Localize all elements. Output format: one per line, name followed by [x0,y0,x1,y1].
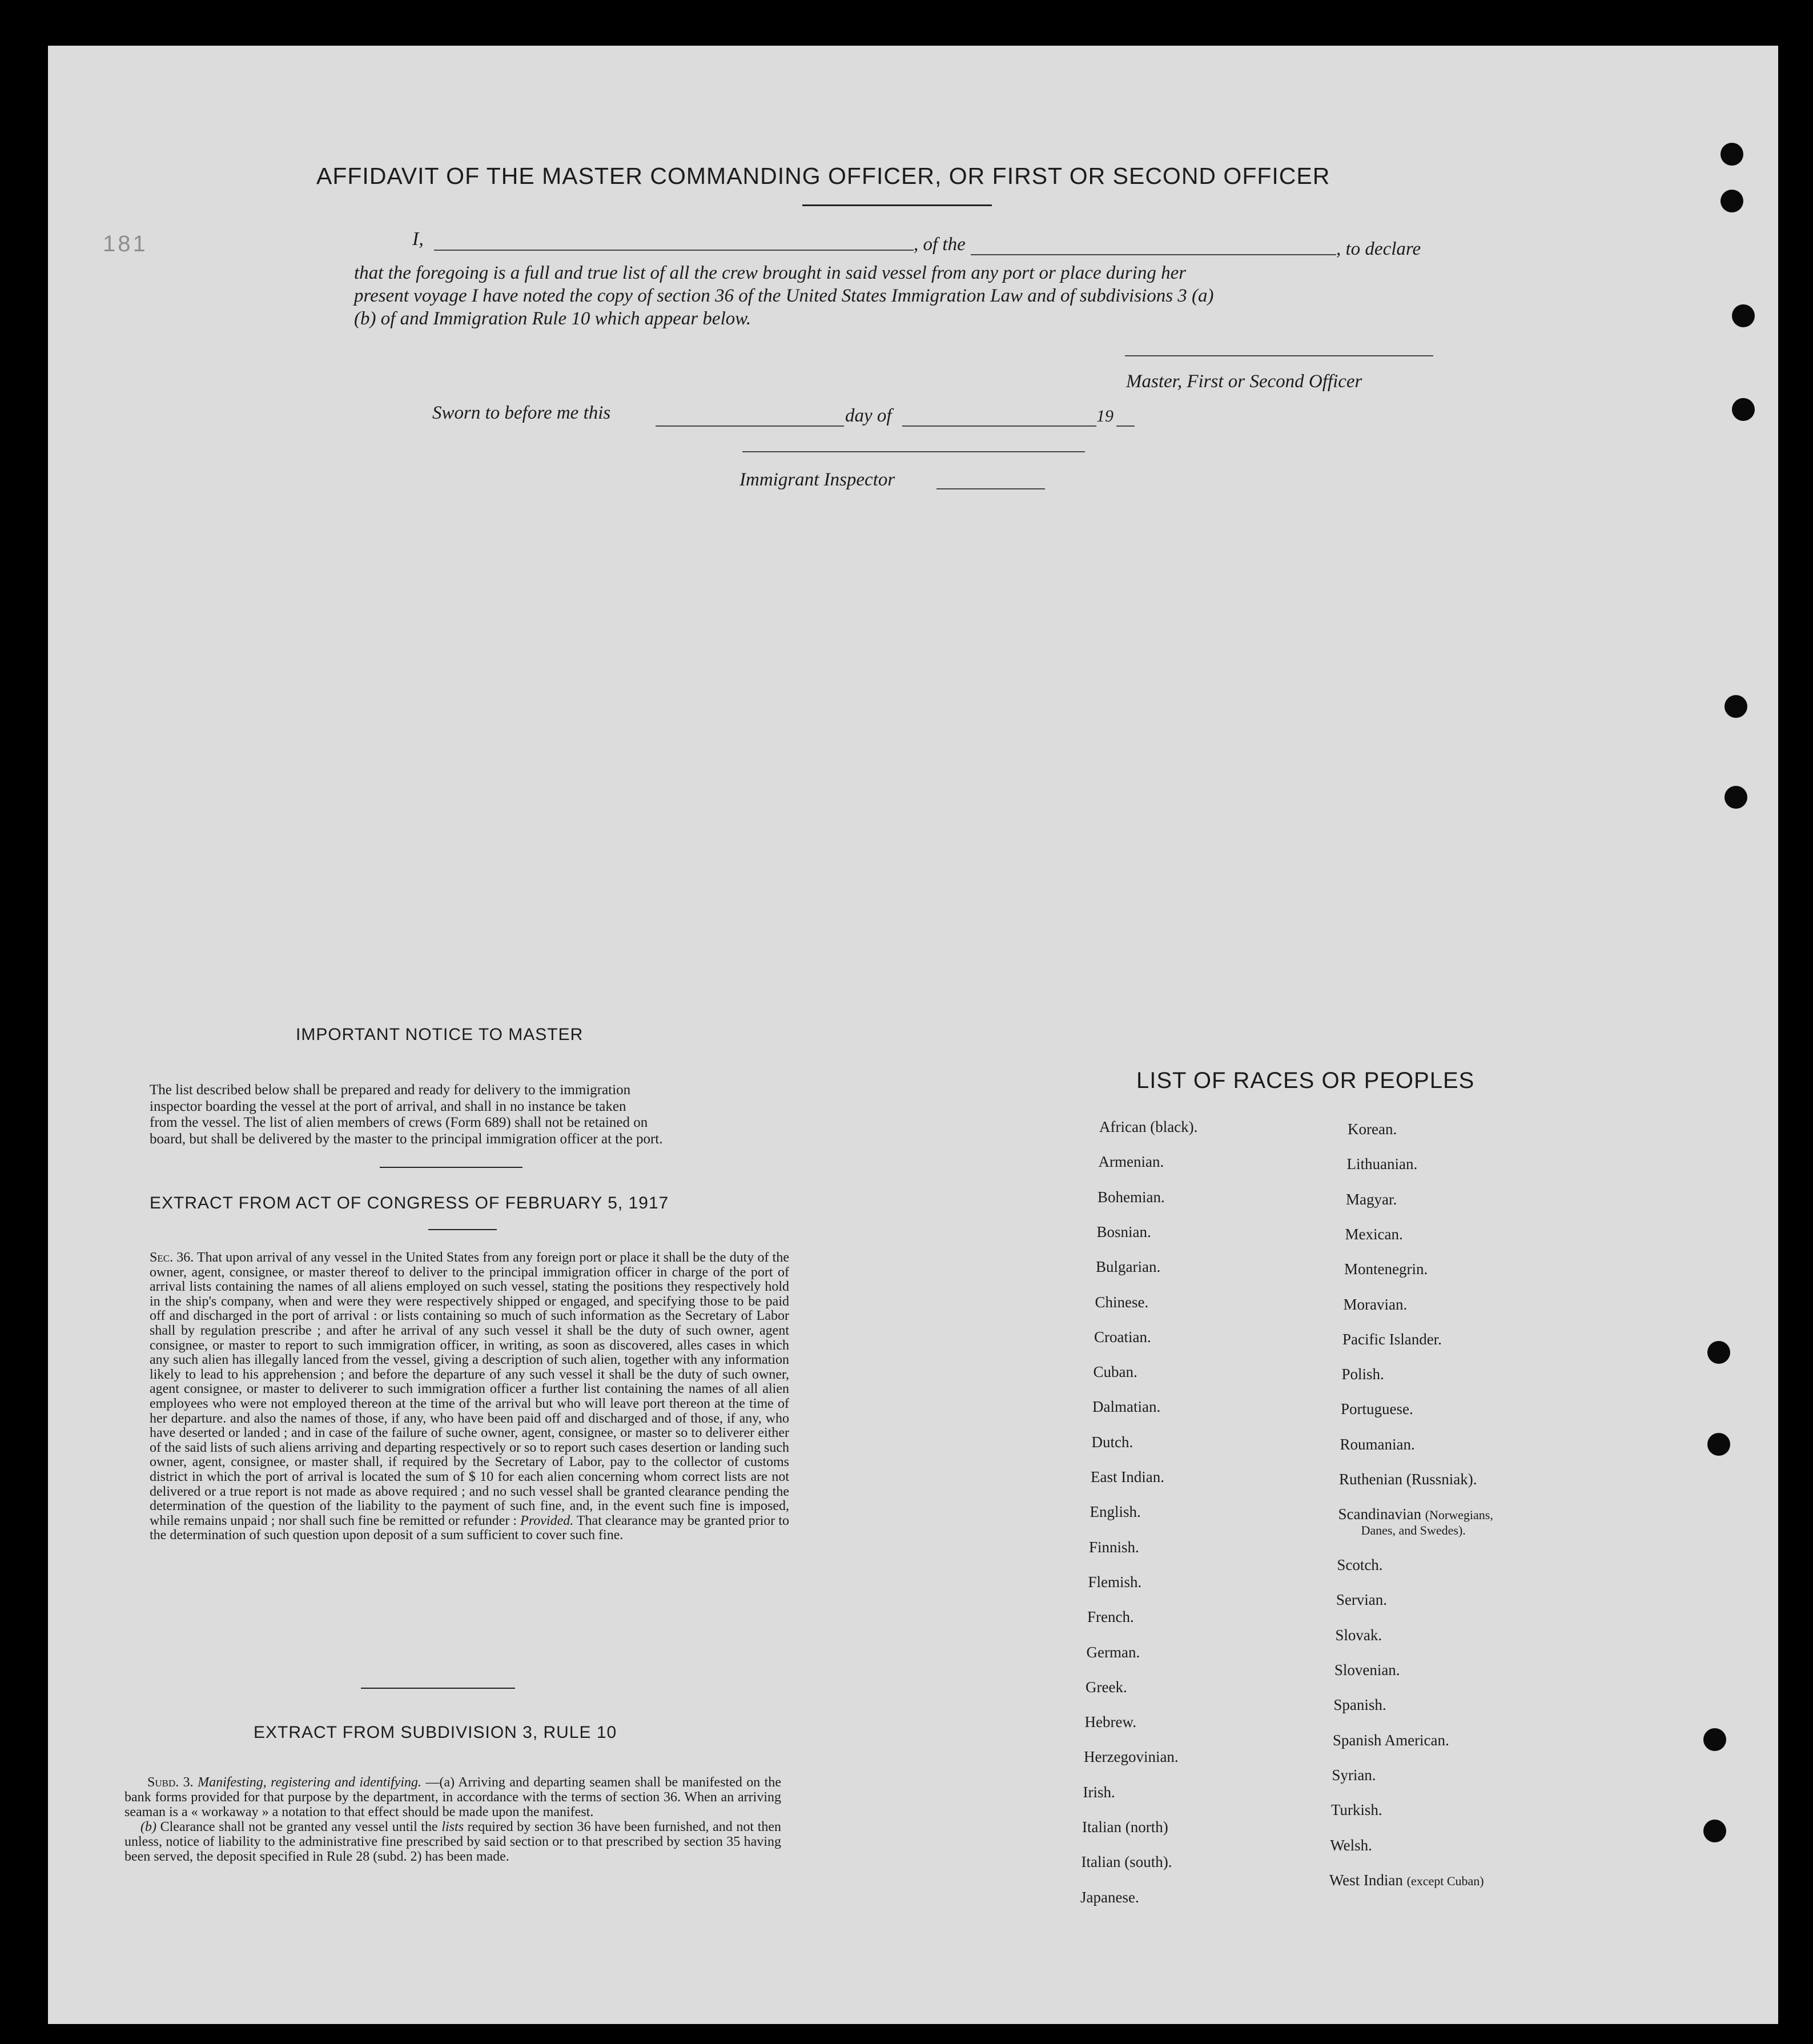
races-title: LIST OF RACES OR PEOPLES [1136,1068,1475,1093]
page-tag: 181 [103,231,148,256]
punch-hole [1732,398,1755,421]
race-item: Chinese. [1095,1293,1149,1311]
race-item: Dalmatian. [1092,1398,1161,1416]
punch-hole [1720,190,1743,212]
punch-hole [1707,1433,1730,1456]
month-blank [902,425,1096,427]
punch-hole [1703,1728,1726,1751]
race-item: West Indian (except Cuban) [1329,1871,1484,1889]
race-item: Slovenian. [1334,1661,1400,1679]
race-item: Italian (north) [1082,1818,1168,1836]
race-item: English. [1090,1503,1141,1521]
notice-text [150,1082,789,1147]
rule10-text [124,1775,781,1864]
notice-divider [380,1167,522,1168]
rule10-title: EXTRACT FROM SUBDIVISION 3, RULE 10 [254,1723,617,1742]
b-label: (b) [140,1820,156,1834]
race-item: African (black). [1099,1118,1198,1135]
year-label: 19 [1096,407,1113,425]
race-item: Syrian. [1332,1766,1376,1784]
race-item: Welsh. [1330,1836,1372,1854]
race-item: Portuguese. [1341,1400,1413,1418]
race-item: Greek. [1086,1678,1127,1696]
race-item: German. [1086,1643,1140,1661]
sec-label: Sec. 36. [150,1250,194,1265]
subd-text-b1: Clearance shall not be granted any vessel until the [160,1820,438,1834]
subd-text-a: —(a) Arriving and departing seamen shall be manifested on the bank forms provided for that purpose by the department, in accordance with the terms of section 36. When an arriving seaman is a « workaway » a notation to that effect should be made upon the manifest. [124,1775,782,1820]
race-item: Moravian. [1343,1295,1408,1313]
punch-hole [1707,1341,1730,1364]
race-item: Spanish. [1333,1696,1386,1714]
race-item: Montenegrin. [1344,1260,1428,1278]
race-item: Armenian. [1098,1153,1164,1171]
subd-text-b2: required by section 36 have been furnished, and not then unless, notice of liability to the administrative fine prescribed by said section or to that prescribed by section 35 having been served, the deposit specified in Rule 28 (subd. 2) has been made. [124,1820,782,1864]
signature-label: Master, First or Second Officer [1126,371,1362,392]
race-item: Slovak. [1335,1626,1382,1644]
race-item: Herzegovinian. [1084,1748,1179,1766]
inspector-label: Immigrant Inspector [739,469,895,490]
inspector-line [742,451,1085,452]
of-the-label: , of the [914,234,966,255]
race-item: Servian. [1336,1591,1388,1609]
title-underline [802,204,992,206]
notice-line: The list described below shall be prepared and ready for delivery to the immigration [150,1082,631,1098]
race-item: Croatian. [1094,1328,1151,1346]
sec-text: That upon arrival of any vessel in the United States from any foreign port or place it shall be the duty of the owner, agent, consignee, or master thereof to deliver to the principal immigration officer in charge of the port of arrival lists containing the names of all aliens employed on such vessel, stating the positions they respectively hold in the ship's company, when and were they were respectively shipped or engaged, and specifying those to be paid off and discharged in the port of arrival : or lists containing so much of such information as the Secretary of Labor shall by regulation prescribe ; and after he arrival of any such vessel it shall be the duty of such owner, agent consignee, or master to report to such immigration officer, in writing, as soon as discovered, alles cases in which any such alien has illegally lanced from the vessel, giving a description of such alien, together with any information likely to lead to his apprehension ; and before the departure of any such vessel it shall be the duty of such owner, agent consignee, or master to deliverer to such immigration officer a further list containing the names of all alien employees who were not employed thereon at the time of the arrival but who will leave port thereon at the time of her departure. and also the names of those, if any, who have been paid off and discharged and of those, if any, who have deserted or landed ; and in case of the failure of suche owner, agent, consignee, or master so to deliverer either of the said lists of such aliens arriving and departing respectively or so to report such cases desertion or landing such owner, agent, consignee, or master shall, if required by the Secretary of Labor, pay to the collector of customs district in which the port of arrival is located the sum of $ 10 for each alien concerning whom correct lists are not delivered or a true report is not made as above required ; and no such vessel shall be granted clearance pending the determination of the question of the liability to the payment of such fine, and, in the event such fine is imposed, while remains unpaid ; nor shall such fine be remitted or refunder : [150,1250,789,1528]
i-label: I, [412,228,424,250]
affidavit-line: that the foregoing is a full and true list of all the crew brought in said vessel from any port or place during her [354,263,1187,283]
notice-line: board, but shall be delivered by the master to the principal immigration officer at the port. [150,1131,663,1147]
race-item: Dutch. [1091,1433,1133,1451]
day-blank [656,425,844,427]
act-underline [428,1229,497,1230]
race-item: Bohemian. [1098,1188,1165,1206]
punch-hole [1732,304,1755,327]
race-item: Turkish. [1330,1801,1382,1819]
to-declare-label: , to declare [1336,239,1421,259]
race-item: Italian (south). [1081,1853,1172,1871]
affidavit-line: present voyage I have noted the copy of section 36 of the United States Immigration Law and of subdivisions 3 (a) [354,286,1214,306]
punch-hole [1724,695,1747,718]
affidavit-text [354,262,1439,330]
race-item: Hebrew. [1084,1713,1136,1731]
notice-line: inspector boarding the vessel at the port of arrival, and shall in no instance be taken [150,1098,626,1114]
race-item: French. [1087,1608,1134,1626]
race-item: Roumanian. [1340,1435,1415,1453]
race-item: Korean. [1348,1121,1397,1138]
act-title: EXTRACT FROM ACT OF CONGRESS OF FEBRUARY 5, 1917 [150,1194,669,1212]
subd-label: Subd. 3. [147,1775,194,1790]
punch-hole [1724,786,1747,809]
affidavit-line: (b) of and Immigration Rule 10 which appear below. [354,308,751,329]
subd-heading: Manifesting, registering and identifying. [198,1775,422,1790]
inspector-blank [936,488,1045,489]
race-item: Bulgarian. [1096,1258,1161,1276]
day-of-label: day of [845,405,892,426]
name-blank [434,250,914,251]
sec-text-end: That clearance may be granted prior to the determination of such question upon deposit of a sum sufficient to cover such fine. [150,1513,790,1543]
provided-label: Provided. [520,1513,574,1528]
race-item: Mexican. [1345,1225,1403,1243]
affidavit-title: AFFIDAVIT OF THE MASTER COMMANDING OFFICER, OR FIRST OR SECOND OFFICER [316,163,1330,189]
race-item: Scotch. [1337,1556,1383,1574]
race-item: Cuban. [1093,1363,1137,1381]
race-item: Lithuanian. [1346,1155,1418,1173]
vessel-blank [971,254,1336,255]
race-item: Japanese. [1080,1888,1139,1906]
year-blank [1116,425,1135,427]
race-item: East Indian. [1091,1468,1164,1485]
race-item: Bosnian. [1096,1223,1151,1240]
notice-title: IMPORTANT NOTICE TO MASTER [296,1025,584,1044]
race-item: Finnish. [1089,1538,1139,1556]
race-item: Pacific Islander. [1342,1330,1442,1348]
race-item: Polish. [1341,1366,1384,1383]
race-item: Magyar. [1346,1190,1397,1208]
rule10-divider [361,1688,515,1689]
race-item: Spanish American. [1332,1731,1449,1749]
punch-hole [1720,143,1743,166]
race-item: Scandinavian (Norwegians, Danes, and Swedes). [1338,1505,1493,1538]
race-item: Flemish. [1088,1573,1142,1591]
act-section-36 [150,1251,789,1543]
sworn-label: Sworn to before me this [432,403,611,423]
lists-word: lists [441,1820,464,1834]
race-item: Ruthenian (Russniak). [1339,1471,1477,1488]
punch-hole [1703,1820,1726,1842]
notice-line: from the vessel. The list of alien members of crews (Form 689) shall not be retained on [150,1115,648,1130]
signature-line [1125,355,1433,356]
race-item: Irish. [1083,1783,1115,1801]
